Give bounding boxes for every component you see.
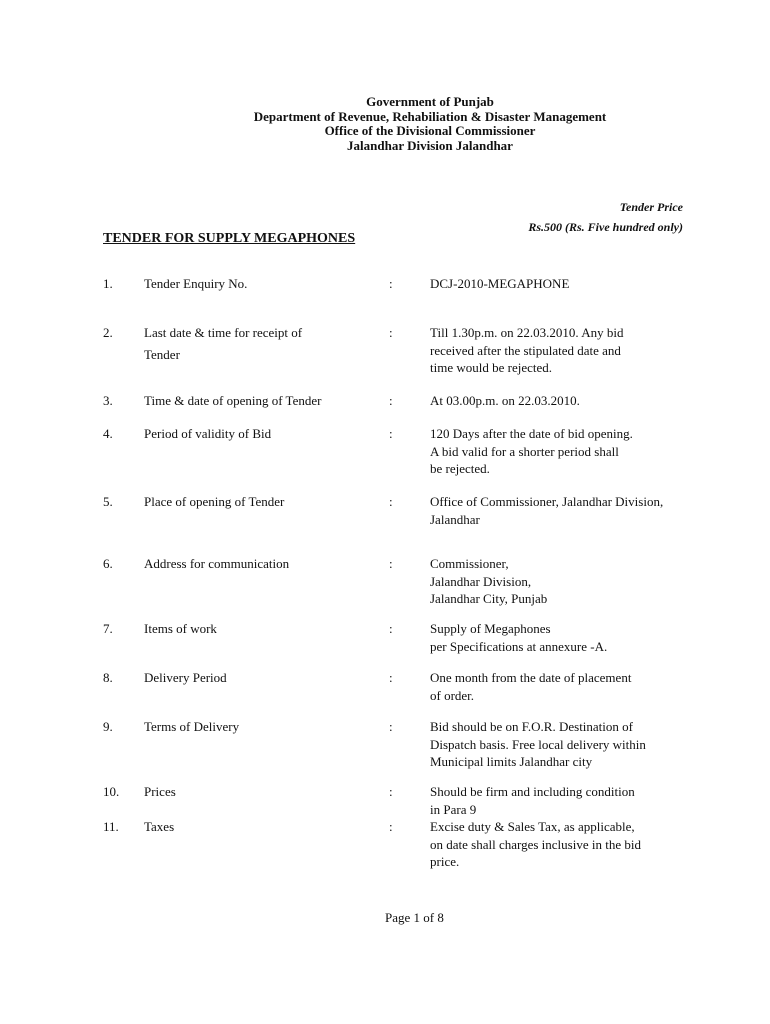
item-value-line: on date shall charges inclusive in the bid [430, 837, 641, 852]
item-label-line: Taxes [144, 819, 175, 834]
item-value-line: Jalandhar [430, 512, 480, 527]
item-number: 5. [103, 494, 113, 509]
government-name: Government of Punjab [366, 94, 494, 109]
item-colon: : [389, 784, 393, 799]
item-label [144, 493, 364, 510]
item-label [144, 324, 364, 363]
item-value [430, 392, 720, 410]
item-number: 8. [103, 670, 113, 685]
item-label [144, 718, 364, 735]
item-value-line: 120 Days after the date of bid opening. [430, 426, 633, 441]
item-label-line: Period of validity of Bid [144, 426, 272, 441]
item-number: 10. [103, 784, 120, 799]
tender-price-amount: Rs.500 (Rs. Five hundred only) [528, 220, 683, 234]
item-value-line: in Para 9 [430, 802, 477, 817]
item-colon: : [389, 719, 393, 734]
item-value-line: A bid valid for a shorter period shall [430, 444, 619, 459]
item-label [144, 620, 364, 637]
item-value [430, 620, 720, 655]
tender-price-label: Tender Price [619, 200, 683, 214]
item-label [144, 425, 364, 442]
item-value-line: Till 1.30p.m. on 22.03.2010. Any bid [430, 325, 624, 340]
page-number: Page 1 of 8 [385, 910, 444, 925]
item-label [144, 818, 364, 835]
item-value-line: Dispatch basis. Free local delivery within [430, 737, 646, 752]
item-colon: : [389, 276, 393, 291]
department-name: Department of Revenue, Rehabiliation & Disaster Management [253, 108, 607, 124]
item-value-line: At 03.00p.m. on 22.03.2010. [430, 393, 580, 408]
item-value [430, 425, 720, 477]
division-name: Jalandhar Division Jalandhar [347, 137, 513, 153]
item-value-line: be rejected. [430, 461, 490, 476]
item-colon: : [389, 325, 393, 340]
item-label [144, 275, 364, 292]
item-value-line: Excise duty & Sales Tax, as applicable, [430, 819, 635, 834]
item-value-line: Commissioner, [430, 556, 509, 571]
item-value-line: Jalandhar City, Punjab [430, 591, 548, 606]
item-number: 9. [103, 719, 113, 734]
item-value-line: price. [430, 854, 460, 869]
item-number: 3. [103, 393, 113, 408]
item-number: 6. [103, 556, 113, 571]
item-value-line: Municipal limits Jalandhar city [430, 754, 593, 769]
item-value-line: Should be firm and including condition [430, 784, 635, 799]
item-colon: : [389, 426, 393, 441]
item-label-line: Terms of Delivery [144, 719, 240, 734]
item-label [144, 783, 364, 800]
item-colon: : [389, 494, 393, 509]
item-value [430, 669, 720, 704]
item-value-line: time would be rejected. [430, 360, 553, 375]
item-label [144, 555, 364, 572]
item-label-line: Place of opening of Tender [144, 494, 285, 509]
item-number: 2. [103, 325, 113, 340]
item-value [430, 718, 720, 770]
item-colon: : [389, 621, 393, 636]
item-label-line: Tender Enquiry No. [144, 276, 248, 291]
item-value-line: DCJ-2010-MEGAPHONE [430, 276, 570, 291]
item-label-line: Items of work [144, 621, 217, 636]
item-label-line: Tender [144, 347, 180, 362]
item-value-line: of order. [430, 688, 475, 703]
item-colon: : [389, 393, 393, 408]
item-value [430, 324, 720, 376]
item-value-line: per Specifications at annexure -A. [430, 639, 608, 654]
item-value [430, 818, 720, 870]
item-value-line: Office of Commissioner, Jalandhar Division, [430, 494, 664, 509]
item-value [430, 783, 720, 818]
document-title: TENDER FOR SUPPLY MEGAPHONES [103, 231, 356, 246]
item-colon: : [389, 819, 393, 834]
item-number: 4. [103, 426, 113, 441]
item-label [144, 669, 364, 686]
item-label-line: Delivery Period [144, 670, 227, 685]
item-value [430, 555, 720, 607]
item-value [430, 493, 720, 528]
item-label [144, 392, 364, 409]
letterhead [0, 95, 770, 153]
item-value-line: Bid should be on F.O.R. Destination of [430, 719, 633, 734]
office-name: Office of the Divisional Commissioner [324, 123, 536, 138]
item-colon: : [389, 670, 393, 685]
item-number: 7. [103, 621, 113, 636]
item-value [430, 275, 720, 293]
item-label-line: Time & date of opening of Tender [144, 393, 322, 408]
item-label-line: Prices [144, 784, 176, 799]
item-value-line: Supply of Megaphones [430, 621, 551, 636]
tender-price-block [528, 197, 683, 237]
item-number: 1. [103, 276, 113, 291]
item-value-line: One month from the date of placement [430, 670, 632, 685]
item-value-line: received after the stipulated date and [430, 343, 621, 358]
item-label-line: Address for communication [144, 556, 290, 571]
item-colon: : [389, 556, 393, 571]
item-number: 11. [103, 819, 119, 834]
item-value-line: Jalandhar Division, [430, 574, 532, 589]
item-label-line: Last date & time for receipt of [144, 325, 303, 340]
